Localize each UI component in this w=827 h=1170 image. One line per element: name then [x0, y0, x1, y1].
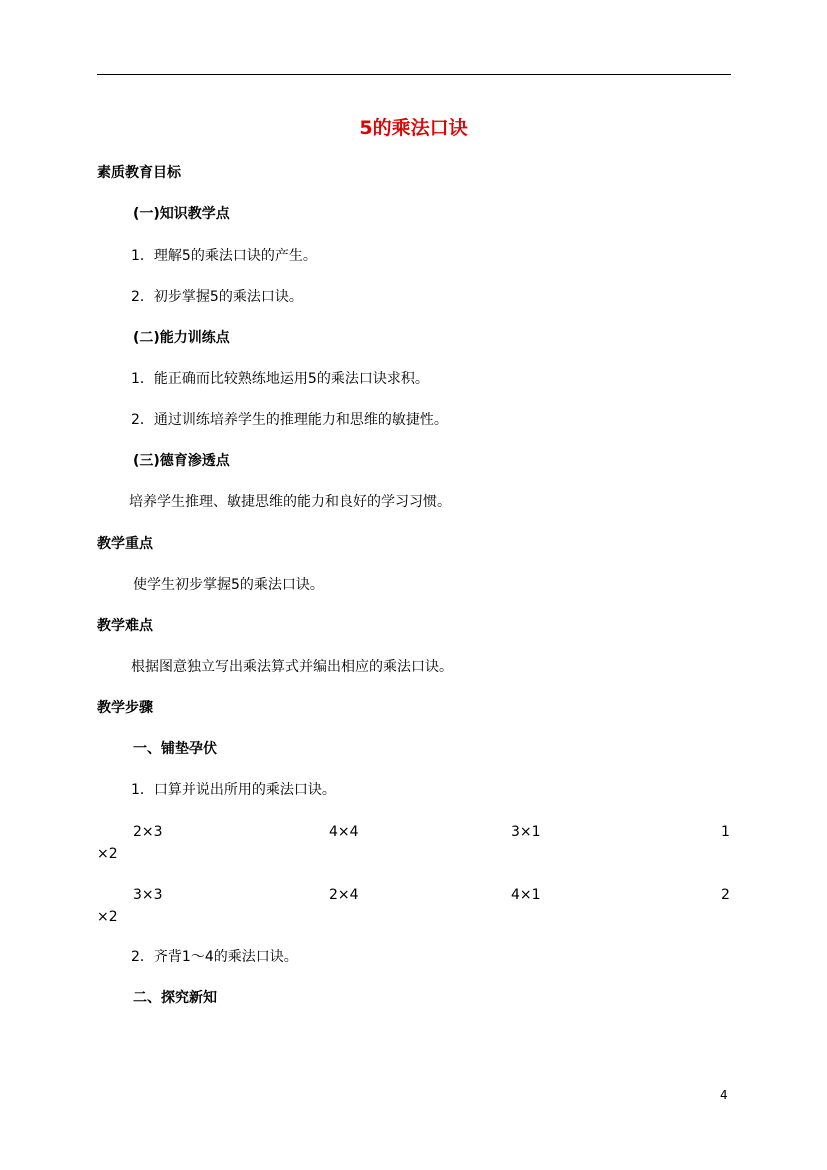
exercise-1-2: 4×4 [329, 824, 359, 840]
ability-item-2: 2．通过训练培养学生的推理能力和思维的敏捷性。 [131, 412, 448, 428]
knowledge-item-1: 1．理解5的乘法口诀的产生。 [131, 248, 317, 264]
heading-key-point: 教学重点 [97, 536, 153, 552]
heading-difficulty: 教学难点 [97, 618, 153, 634]
exercise-1-4-end: ×2 [97, 846, 118, 862]
step-1-item-1: 1．口算并说出所用的乘法口诀。 [131, 782, 336, 798]
key-point-text: 使学生初步掌握5的乘法口诀。 [133, 577, 324, 593]
exercise-2-2: 2×4 [329, 887, 359, 903]
step-2-heading: 二、探究新知 [133, 990, 217, 1006]
subheading-knowledge: (一)知识教学点 [133, 206, 230, 222]
exercise-1-3: 3×1 [511, 824, 541, 840]
ability-item-1: 1．能正确而比较熟练地运用5的乘法口诀求积。 [131, 371, 429, 387]
exercise-1-4-start: 1 [721, 824, 730, 840]
knowledge-item-2: 2．初步掌握5的乘法口诀。 [131, 289, 303, 305]
header-rule [97, 74, 731, 75]
heading-steps: 教学步骤 [97, 700, 153, 716]
moral-text: 培养学生推理、敏捷思维的能力和良好的学习习惯。 [129, 494, 451, 510]
document-title: 5的乘法口诀 [359, 117, 468, 139]
page-number: 4 [720, 1088, 728, 1102]
subheading-ability: (二)能力训练点 [133, 330, 230, 346]
exercise-2-1: 3×3 [133, 887, 163, 903]
exercise-2-3: 4×1 [511, 887, 541, 903]
step-1-item-2: 2．齐背1～4的乘法口诀。 [131, 949, 298, 965]
step-1-heading: 一、铺垫孕伏 [133, 741, 217, 757]
heading-goals: 素质教育目标 [97, 165, 181, 181]
exercise-1-1: 2×3 [133, 824, 163, 840]
subheading-moral: (三)德育渗透点 [133, 453, 230, 469]
exercise-2-4-start: 2 [721, 887, 730, 903]
difficulty-text: 根据图意独立写出乘法算式并编出相应的乘法口诀。 [131, 659, 453, 675]
exercise-2-4-end: ×2 [97, 909, 118, 925]
